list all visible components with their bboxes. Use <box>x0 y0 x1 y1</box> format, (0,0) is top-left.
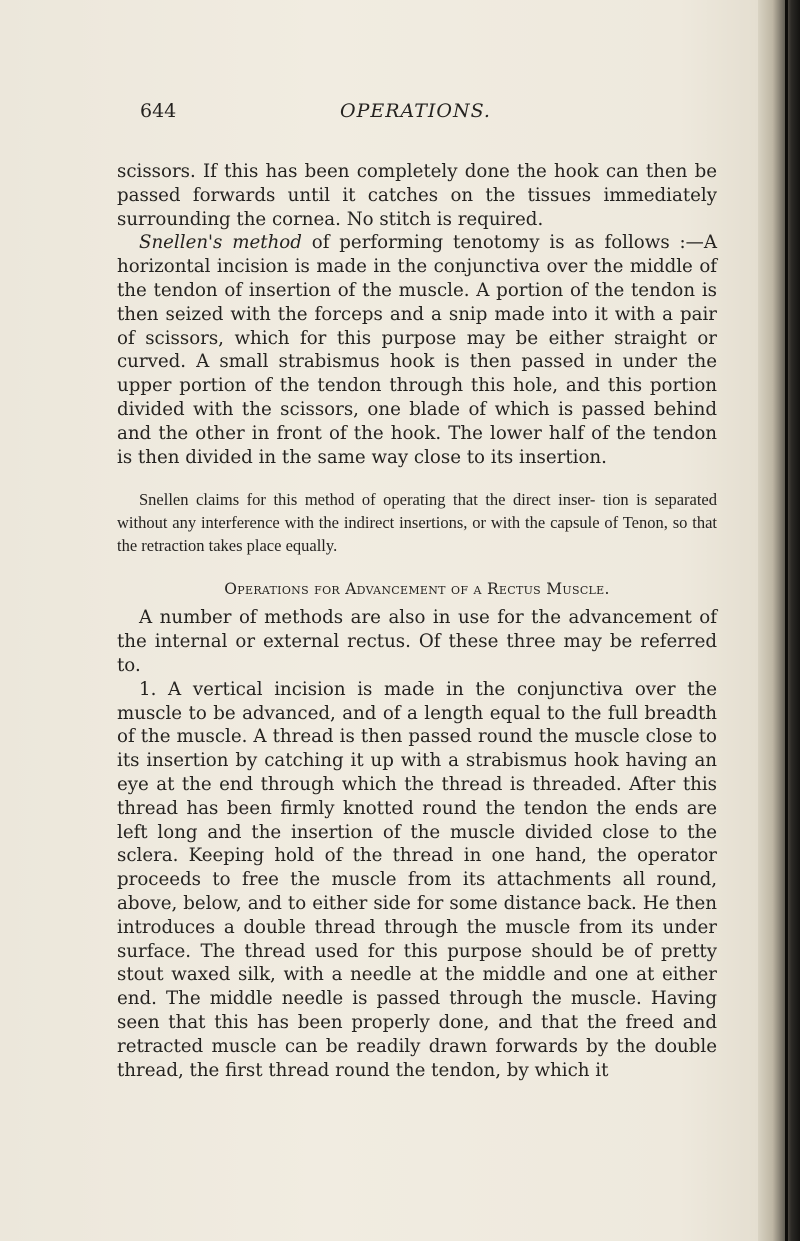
page-text-block <box>117 100 717 1082</box>
paragraph-snellen-note: Snellen claims for this method of operating that the direct inser- tion is separated without any interference with the indirect insertions, or with the capsule of Tenon, so that the retraction takes place equally. <box>117 490 717 556</box>
paragraph-scissors: scissors. If this has been completely done the hook can then be passed forwards until it catches on the tissues immediately surrounding the cornea. No stitch is required. <box>117 161 717 230</box>
paragraph-methods-intro: A number of methods are also in use for the advancement of the internal or external rectus. Of these three may be referred to. <box>117 607 717 676</box>
section-heading: Operations for Advancement of a Rectus Muscle. <box>224 580 610 599</box>
paragraph-snellens-method <box>117 231 717 469</box>
page-number: 644 <box>140 100 177 122</box>
snellens-method-italic: Snellen's method <box>139 232 302 254</box>
snellens-method-text: of performing tenotomy is as follows :—A horizontal incision is made in the conjunctiva over the middle of the tendon of insertion of the muscle. A portion of the tendon is then seized with the forceps and a snip made into it with a pair of scissors, which for this purpose may be either straight or curved. A small strabismus hook is then passed in under the upper portion of the tendon through this hole, and this portion divided with the scissors, one blade of which is passed behind and the other in front of the hook. The lower half of the tendon is then divided in the same way close to its insertion. <box>117 232 717 468</box>
book-spine-edge <box>785 0 788 1241</box>
page-header <box>117 100 717 130</box>
paragraph-method-one: 1. A vertical incision is made in the conjunctiva over the muscle to be advanced, and of a length equal to the full breadth of the muscle. A thread is then passed round the muscle close to its insertion by catching it up with a strabismus hook having an eye at the end through which the thread is threaded. After this thread has been firmly knotted round the tendon the ends are left long and the insertion of the muscle divided close to the sclera. Keeping hold of the thread in one hand, the operator proceeds to free the muscle from its attachments all round, above, below, and to either side for some distance back. He then introduces a double thread through the muscle from its under surface. The thread used for this purpose should be of pretty stout waxed silk, with a needle at the middle and one at either end. The middle needle is passed through the muscle. Having seen that this has been properly done, and that the freed and retracted muscle can be readily drawn forwards by the double thread, the first thread round the tendon, by which it <box>117 678 717 1081</box>
book-spine-shadow <box>758 0 800 1241</box>
running-head: OPERATIONS. <box>340 100 491 122</box>
